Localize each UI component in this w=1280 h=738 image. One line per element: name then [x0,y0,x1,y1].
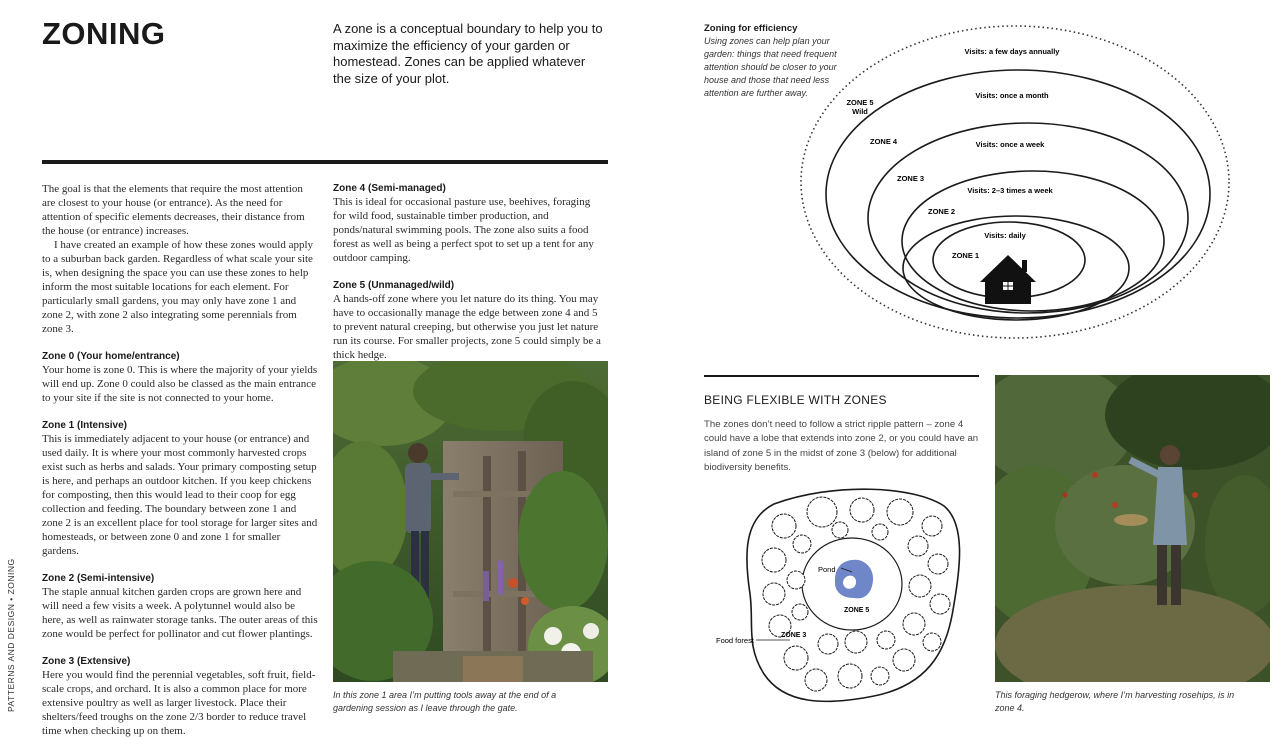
zone5-sublabel: Wild [852,107,868,116]
zone-island-diagram [704,484,984,709]
flexible-zones-text: The zones don’t need to follow a strict ripple pattern – zone 4 could have a lobe that extends into zone 2, or you could have an island of zone 5 in the midst of zone 3 (below) for additional biodiversity benefits. [704,419,979,473]
page-title: ZONING [42,16,166,51]
zone3-island-label: ZONE 3 [781,632,807,639]
zone4-text: This is ideal for occasional pasture use, beehives, foraging for wild food, sustainable timber production, and ponds/natural swimming pools. The zone also suits a food forest as well as being a perfect spot to set up a tent for any outdoor camping. [333,196,594,264]
house-icon [980,255,1036,304]
zone3-label: ZONE 3 [897,174,925,183]
zoning-efficiency-heading: Zoning for efficiency [704,23,798,34]
zone5-section [333,279,603,362]
zone4-section [333,182,603,265]
photo1-caption: In this zone 1 area I’m putting tools away at the end of a gardening session as I leave through the gate. [333,690,557,713]
zone2-heading: Zone 2 (Semi-intensive) [42,573,155,584]
zone0-heading: Zone 0 (Your home/entrance) [42,351,180,362]
zone1-heading: Zone 1 (Intensive) [42,420,128,431]
pond-label: Pond [818,565,836,574]
zone4-label: ZONE 4 [870,137,898,146]
zone1-text: This is immediately adjacent to your house (or entrance) and used daily. It is where your most commonly harvested crops exist such as herbs and salads. Your primary composting setup is here, and perhaps an outdoor kitchen. If you keep chickens for composting, then this would lead to their coop for egg collection and feeding. The boundary between zone 1 and zone 2 is an excellent place for tool storage for larger sites and homesteads, or between zone 0 and zone 1 for smaller gardens. [42,433,318,557]
zone-ripple-diagram [790,22,1240,352]
intro-text: A zone is a conceptual boundary to help you to maximize the efficiency of your garden or homestead. Zones can be applied whatever the size of your plot. [333,21,603,86]
zoning-efficiency-text: Using zones can help plan your garden: things that need frequent attention should be closer to your house and those that need less attention are further away. [704,36,837,98]
zone2-section [42,572,318,641]
visits5-label: Visits: a few days annually [964,47,1060,56]
zone2-label: ZONE 2 [928,207,956,216]
body-paragraph-2: I have created an example of how these zones would apply to a suburban back garden. Regardless of what scale your site is, when designing the space you can use these zones to help inform the most suitable locations for each element. For particularly small gardens, you may only have zone 1 and zone 2, with zone 2 also integrating some perennials from zone 3. [42,239,314,335]
zone1-label: ZONE 1 [952,251,980,260]
zone5-island-label: ZONE 5 [844,607,870,614]
zone5-text: A hands-off zone where you let nature do its thing. You may have to occasionally manage the edge between zone 4 and 5 to prevent natural creeping, but otherwise you just let nature run its course. For smaller projects, zone 5 could simply be a thick hedge. [333,293,601,361]
zone3-section [42,655,318,738]
zone3-heading: Zone 3 (Extensive) [42,656,131,667]
zone5-label: ZONE 5 [846,98,874,107]
zone0-text: Your home is zone 0. This is where the majority of your yields will end up. Zone 0 could also be classed as the main entrance to your site if the site is not connected to your home. [42,364,318,404]
title-rule [42,160,608,164]
visits2-label: Visits: 2–3 times a week [967,186,1053,195]
garden-gate-photo [333,361,608,682]
hedgerow-photo [995,375,1270,682]
visits4-label: Visits: once a month [975,91,1049,100]
body-column-left [42,182,318,738]
visits3-label: Visits: once a week [975,140,1045,149]
section-rule [704,375,979,377]
zone2-text: The staple annual kitchen garden crops are grown here and will need a few visits a week. A polytunnel would also be here, as well as rainwater storage tanks. The outer areas of this zone would be perfect for pollinator and cut flower plantings. [42,586,318,640]
flexible-zones-heading: BEING FLEXIBLE WITH ZONES [704,393,887,407]
body-paragraph-1: The goal is that the elements that require the most attention are closest to your house (or entrance). As the need for attention of specific elements decreases, their distance from the house (or entrance) increases. [42,183,305,237]
body-column-right [333,182,603,362]
zone1-section [42,419,318,558]
photo2-caption: This foraging hedgerow, where I’m harvesting rosehips, is in zone 4. [995,690,1235,713]
spine-label: PATTERNS AND DESIGN • ZONING [6,558,16,712]
zone5-heading: Zone 5 (Unmanaged/wild) [333,280,455,291]
visits1-label: Visits: daily [984,231,1026,240]
zone3-text: Here you would find the perennial vegetables, soft fruit, field-scale crops, and orchard. It is also a common place for more extensive poultry as well as larger livestock. Place their shelters/feed troughs on the zone 2/3 border to reduce travel time when checking up on them. [42,669,316,737]
zone0-section [42,350,318,405]
zone4-heading: Zone 4 (Semi-managed) [333,183,446,194]
food-forest-label: Food forest [716,636,754,645]
